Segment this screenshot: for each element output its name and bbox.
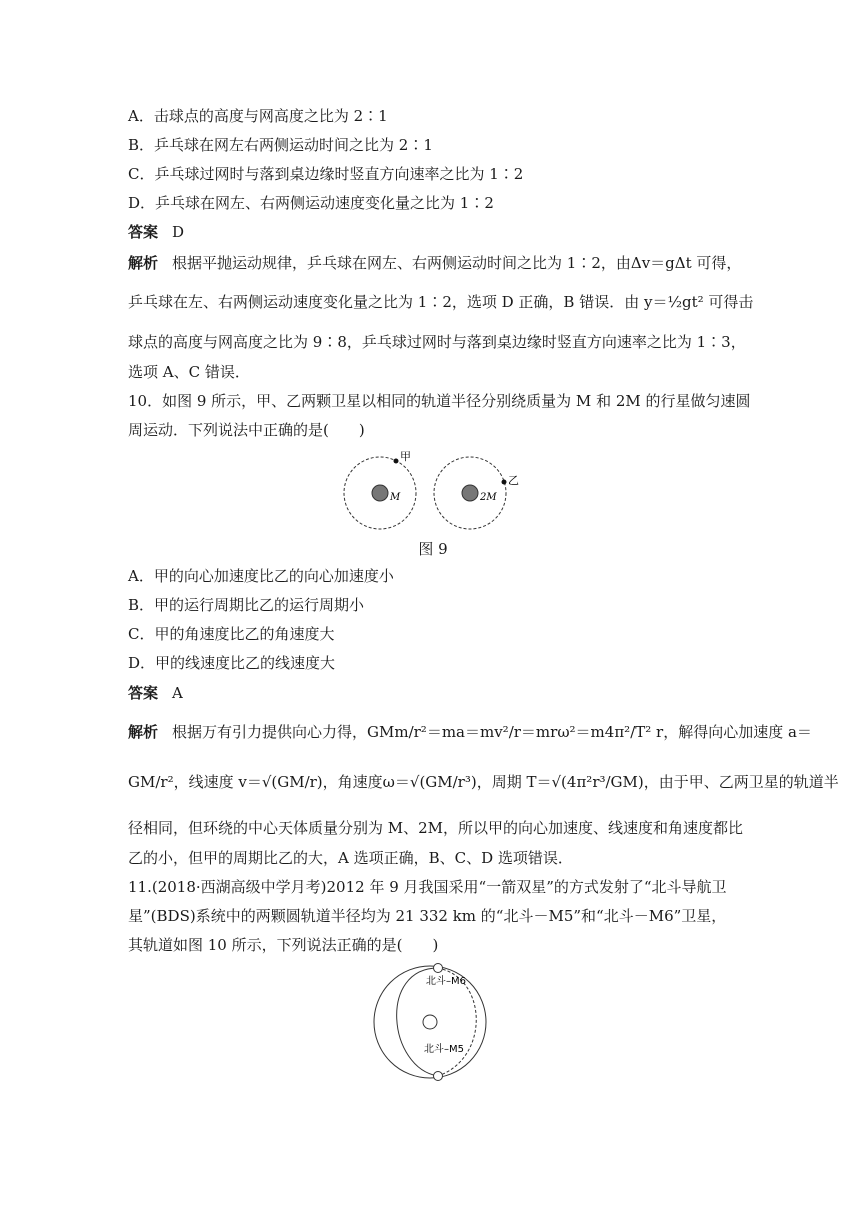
satellite-jia bbox=[394, 459, 399, 464]
q10-analysis-line-4: 乙的小，但甲的周期比乙的大，A 选项正确，B、C、D 选项错误． bbox=[128, 849, 573, 867]
q10-option-a: A．甲的向心加速度比乙的向心加速度小 bbox=[128, 567, 394, 585]
q10-analysis-line-2: GM/r²，线速度 v＝√(GM/r)，角速度ω＝√(GM/r³)，周期 T＝√(4π²r³/GM)，由于甲、乙两卫星的轨道半 bbox=[128, 773, 839, 791]
label-m5: 北斗–M5 bbox=[424, 1044, 464, 1055]
satellite-yi bbox=[502, 480, 507, 485]
q9-option-a: A．击球点的高度与网高度之比为 2∶1 bbox=[128, 107, 388, 125]
q9-option-c: C．乒乓球过网时与落到桌边缘时竖直方向速率之比为 1∶2 bbox=[128, 165, 524, 183]
q10-stem-line-1: 10．如图 9 所示，甲、乙两颗卫星以相同的轨道半径分别绕质量为 M 和 2M 的行星做匀速圆 bbox=[128, 392, 751, 410]
q9-analysis-text-1: 根据平抛运动规律，乒乓球在网左、右两侧运动时间之比为 1∶2，由Δv＝gΔt 可得， bbox=[172, 254, 742, 272]
satellite-m6 bbox=[434, 964, 443, 973]
q9-analysis-line-4: 选项 A、C 错误． bbox=[128, 363, 250, 381]
label-m: M bbox=[390, 492, 401, 503]
planet-m bbox=[372, 485, 388, 501]
label-2m: 2M bbox=[480, 492, 497, 503]
q10-analysis-label: 解析 bbox=[128, 723, 159, 741]
figure-9 bbox=[340, 450, 530, 540]
q10-stem-line-2: 周运动．下列说法中正确的是( ) bbox=[128, 421, 365, 439]
label-jia: 甲 bbox=[400, 450, 411, 463]
q10-answer-value: A bbox=[172, 684, 183, 702]
q11-stem-line-1: 11.(2018·西湖高级中学月考)2012 年 9 月我国采用“一箭双星”的方式发射了“北斗导航卫 bbox=[128, 878, 727, 896]
q10-answer bbox=[128, 683, 183, 703]
q9-analysis-line-2: 乒乓球在左、右两侧运动速度变化量之比为 1∶2，选项 D 正确，B 错误．由 y＝½gt² 可得击 bbox=[128, 293, 754, 311]
figure-9-caption: 图 9 bbox=[418, 540, 448, 558]
q10-option-b: B．甲的运行周期比乙的运行周期小 bbox=[128, 596, 365, 614]
q9-analysis-line-3: 球点的高度与网高度之比为 9∶8，乒乓球过网时与落到桌边缘时竖直方向速率之比为 1∶3， bbox=[128, 333, 746, 351]
planet-2m bbox=[462, 485, 478, 501]
q10-option-d: D．甲的线速度比乙的线速度大 bbox=[128, 654, 336, 672]
q10-option-c: C．甲的角速度比乙的角速度大 bbox=[128, 625, 335, 643]
q9-answer-label: 答案 bbox=[128, 223, 159, 241]
q10-analysis-line-3: 径相同，但环绕的中心天体质量分别为 M、2M，所以甲的向心加速度、线速度和角速度都比 bbox=[128, 819, 744, 837]
q9-analysis-line-1 bbox=[128, 253, 741, 273]
q9-option-d: D．乒乓球在网左、右两侧运动速度变化量之比为 1∶2 bbox=[128, 194, 494, 212]
satellite-m5 bbox=[434, 1072, 443, 1081]
q10-analysis-text-1: 根据万有引力提供向心力得，GMm/r²＝ma＝mv²/r＝mrω²＝m4π²/T² r，解得向心加速度 a＝ bbox=[172, 723, 812, 741]
q9-analysis-label: 解析 bbox=[128, 254, 159, 272]
label-yi: 乙 bbox=[508, 474, 519, 487]
earth-center bbox=[423, 1015, 437, 1029]
q11-stem-line-2: 星”(BDS)系统中的两颗圆轨道半径均为 21 332 km 的“北斗－M5”和“北斗－M6”卫星， bbox=[128, 907, 727, 925]
q9-option-b: B．乒乓球在网左右两侧运动时间之比为 2∶1 bbox=[128, 136, 433, 154]
q9-answer bbox=[128, 222, 184, 242]
q9-answer-value: D bbox=[172, 223, 185, 241]
q10-answer-label: 答案 bbox=[128, 684, 159, 702]
label-m6: 北斗–M6 bbox=[426, 976, 466, 987]
figure-10 bbox=[368, 958, 498, 1082]
q11-stem-line-3: 其轨道如图 10 所示，下列说法正确的是( ) bbox=[128, 936, 439, 954]
q10-analysis-line-1 bbox=[128, 722, 812, 742]
